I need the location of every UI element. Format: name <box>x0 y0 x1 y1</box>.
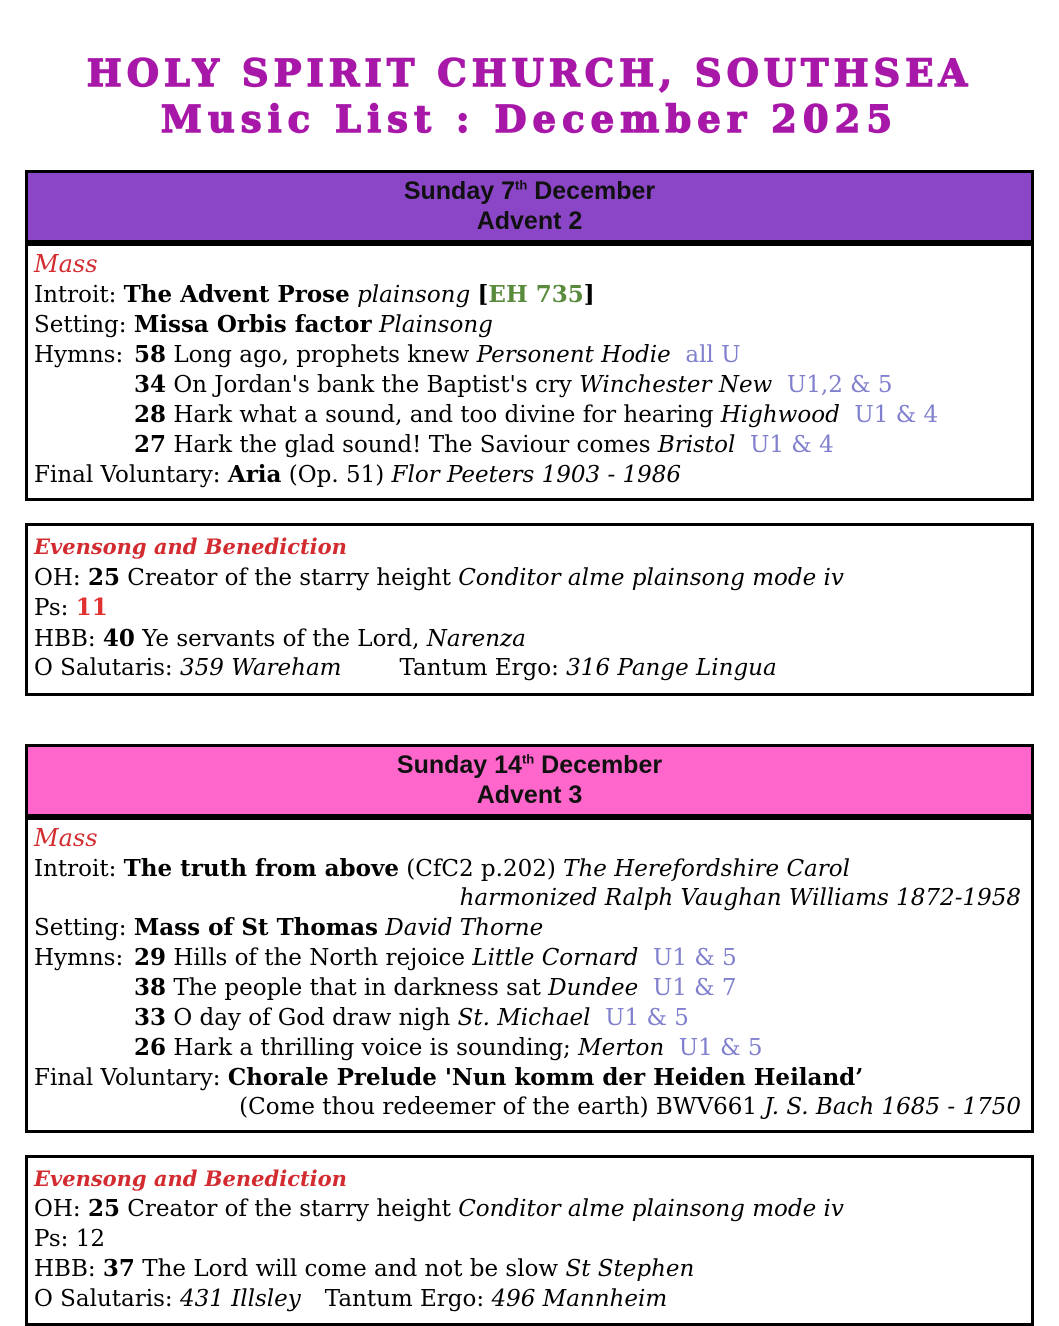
text-segment: U1 & 7 <box>653 975 737 1001</box>
text-segment: 11 <box>76 594 108 621</box>
text-line <box>34 913 1021 943</box>
banner-date-main: Sunday 14 <box>397 751 522 779</box>
text-segment <box>591 1005 606 1031</box>
text-segment: Ye servants of the Lord, <box>135 626 427 652</box>
text-segment: Ps: 12 <box>34 1226 105 1252</box>
text-segment: 359 Wareham <box>180 655 342 681</box>
text-segment: 40 <box>103 625 135 652</box>
text-segment: Tantum Ergo: <box>325 1286 492 1312</box>
text-segment: harmonized Ralph Vaughan Williams 1872-1958 <box>460 885 1021 911</box>
text-segment: Personent Hodie <box>477 342 671 368</box>
text-segment: (CfC2 p.202) <box>399 856 563 882</box>
text-segment: Narenza <box>427 626 526 652</box>
text-segment: OH: <box>34 1196 88 1222</box>
text-segment: U1,2 & 5 <box>787 372 893 398</box>
text-line <box>34 532 1021 563</box>
text-line <box>34 1285 1021 1315</box>
text-line <box>34 973 1021 1003</box>
text-segment: St Stephen <box>565 1256 694 1282</box>
text-segment: Conditor alme plainsong mode iv <box>458 565 844 591</box>
text-segment: 25 <box>88 564 120 591</box>
text-segment: 496 Mannheim <box>491 1286 667 1312</box>
text-line <box>34 1003 1021 1033</box>
banner-sunday-7-december <box>25 170 1034 243</box>
text-segment: Mass of St Thomas <box>134 914 378 941</box>
text-segment: ] <box>584 281 595 308</box>
text-segment: Hark the glad sound! The Saviour comes <box>166 432 658 458</box>
text-segment: Merton <box>578 1035 664 1061</box>
text-segment: 25 <box>88 1195 120 1222</box>
text-line <box>34 1063 1021 1093</box>
text-segment: U1 & 4 <box>854 402 938 428</box>
text-segment: U1 & 5 <box>653 945 737 971</box>
text-segment: St. Michael <box>458 1005 591 1031</box>
text-segment: Bristol <box>658 432 736 458</box>
text-line <box>34 460 1021 490</box>
text-segment: Hymns: <box>34 944 134 973</box>
text-segment: [ <box>478 281 489 308</box>
text-line <box>34 884 1021 913</box>
page-title-line2: Music List : December 2025 <box>25 96 1034 142</box>
text-line <box>34 654 1021 684</box>
text-line <box>34 1225 1021 1255</box>
text-segment: Evensong and Benediction <box>34 1166 347 1191</box>
text-segment: 316 Pange Lingua <box>566 655 777 681</box>
text-segment: Dundee <box>548 975 638 1001</box>
text-segment <box>772 372 787 398</box>
text-segment <box>840 402 855 428</box>
text-segment <box>671 342 686 368</box>
text-segment: Long ago, prophets knew <box>166 342 477 368</box>
text-segment: U1 & 5 <box>605 1005 689 1031</box>
text-segment: Mass <box>34 250 98 278</box>
text-segment: U1 & 5 <box>679 1035 763 1061</box>
text-segment: 29 <box>134 944 166 971</box>
text-segment: The Lord will come and not be slow <box>135 1256 566 1282</box>
text-line <box>34 563 1021 594</box>
page-title-line1: HOLY SPIRIT CHURCH, SOUTHSEA <box>25 50 1034 96</box>
text-segment: HBB: <box>34 1256 103 1282</box>
text-segment: OH: <box>34 565 88 591</box>
text-segment: David Thorne <box>385 915 543 941</box>
text-line <box>34 280 1021 310</box>
text-segment: Final Voluntary: <box>34 462 228 488</box>
banner-season: Advent 2 <box>28 206 1031 236</box>
text-segment: all U <box>685 342 740 368</box>
text-segment: HBB: <box>34 626 103 652</box>
text-segment: O Salutaris: <box>34 655 180 681</box>
text-segment: 27 <box>134 431 166 458</box>
text-segment: (Come thou redeemer of the earth) BWV661 <box>239 1094 764 1120</box>
text-segment: Aria <box>228 461 282 488</box>
text-segment: The Herefordshire Carol <box>563 856 850 882</box>
text-segment: Flor Peeters 1903 - 1986 <box>392 462 682 488</box>
text-segment: O Salutaris: <box>34 1286 180 1312</box>
text-segment: The truth from above <box>124 855 399 882</box>
text-segment: EH 735 <box>488 281 583 308</box>
text-segment: plainsong <box>357 282 470 308</box>
text-line <box>34 624 1021 655</box>
text-segment: Creator of the starry height <box>120 1196 458 1222</box>
text-segment: 431 Illsley <box>180 1286 301 1312</box>
text-segment: Plainsong <box>379 312 493 338</box>
text-segment: Hills of the North rejoice <box>166 945 472 971</box>
text-segment: Missa Orbis factor <box>134 311 372 338</box>
text-segment: Introit: <box>34 282 124 308</box>
page-title <box>25 0 1034 142</box>
text-segment: Little Cornard <box>472 945 638 971</box>
text-segment <box>664 1035 679 1061</box>
text-line <box>34 824 1021 854</box>
banner-date-rest: December <box>534 751 662 779</box>
text-line <box>34 593 1021 624</box>
text-segment <box>735 432 750 458</box>
text-segment: J. S. Bach 1685 - 1750 <box>764 1094 1021 1120</box>
text-segment: 34 <box>134 371 166 398</box>
text-segment <box>350 282 357 308</box>
text-segment: Final Voluntary: <box>34 1065 228 1091</box>
text-line <box>34 310 1021 340</box>
text-line <box>34 1093 1021 1122</box>
text-line <box>34 1194 1021 1225</box>
text-segment: Winchester New <box>579 372 772 398</box>
banner-season: Advent 3 <box>28 780 1031 810</box>
text-line <box>34 430 1021 460</box>
text-segment: 26 <box>134 1034 166 1061</box>
text-segment <box>638 945 653 971</box>
text-segment <box>372 312 379 338</box>
banner-date-main: Sunday 7 <box>404 177 515 205</box>
banner-date-rest: December <box>527 177 655 205</box>
text-segment: Highwood <box>721 402 840 428</box>
text-segment: Tantum Ergo: <box>400 655 567 681</box>
text-line <box>34 370 1021 400</box>
text-segment: Conditor alme plainsong mode iv <box>458 1196 844 1222</box>
text-line <box>34 250 1021 280</box>
text-segment: 37 <box>103 1255 135 1282</box>
text-segment: 38 <box>134 974 166 1001</box>
text-segment <box>470 282 477 308</box>
text-segment: 28 <box>134 401 166 428</box>
banner-date-ordinal: th <box>515 178 527 193</box>
text-segment: The people that in darkness sat <box>166 975 548 1001</box>
text-segment: Chorale Prelude 'Nun komm der Heiden Heiland’ <box>228 1064 863 1091</box>
text-segment <box>638 975 653 1001</box>
text-segment: U1 & 4 <box>750 432 834 458</box>
banner-date <box>28 176 1031 206</box>
text-line <box>34 1254 1021 1285</box>
text-segment: 33 <box>134 1004 166 1031</box>
text-segment: Setting: <box>34 312 134 338</box>
text-segment: On Jordan's bank the Baptist's cry <box>166 372 579 398</box>
text-segment: Hark a thrilling voice is sounding; <box>166 1035 578 1061</box>
text-line <box>34 854 1021 884</box>
text-segment: Introit: <box>34 856 124 882</box>
text-segment: Setting: <box>34 915 134 941</box>
text-segment: Mass <box>34 824 98 852</box>
text-segment: 58 <box>134 341 166 368</box>
text-line <box>34 400 1021 430</box>
text-segment: Ps: <box>34 595 76 621</box>
mass-section-advent-3 <box>25 817 1034 1133</box>
text-segment: Hymns: <box>34 341 134 370</box>
text-line <box>34 943 1021 973</box>
text-line <box>34 340 1021 370</box>
text-segment: (Op. 51) <box>281 462 391 488</box>
banner-sunday-14-december <box>25 744 1034 817</box>
banner-date <box>28 750 1031 780</box>
banner-date-ordinal: th <box>522 751 534 766</box>
text-segment: The Advent Prose <box>124 281 350 308</box>
text-segment: O day of God draw nigh <box>166 1005 458 1031</box>
text-segment: Creator of the starry height <box>120 565 458 591</box>
text-segment: Hark what a sound, and too divine for hearing <box>166 402 721 428</box>
evensong-section-advent-2 <box>25 523 1034 696</box>
text-line <box>34 1033 1021 1063</box>
mass-section-advent-2 <box>25 243 1034 501</box>
evensong-section-advent-3 <box>25 1155 1034 1326</box>
text-line <box>34 1164 1021 1195</box>
text-segment: Evensong and Benediction <box>34 534 347 559</box>
